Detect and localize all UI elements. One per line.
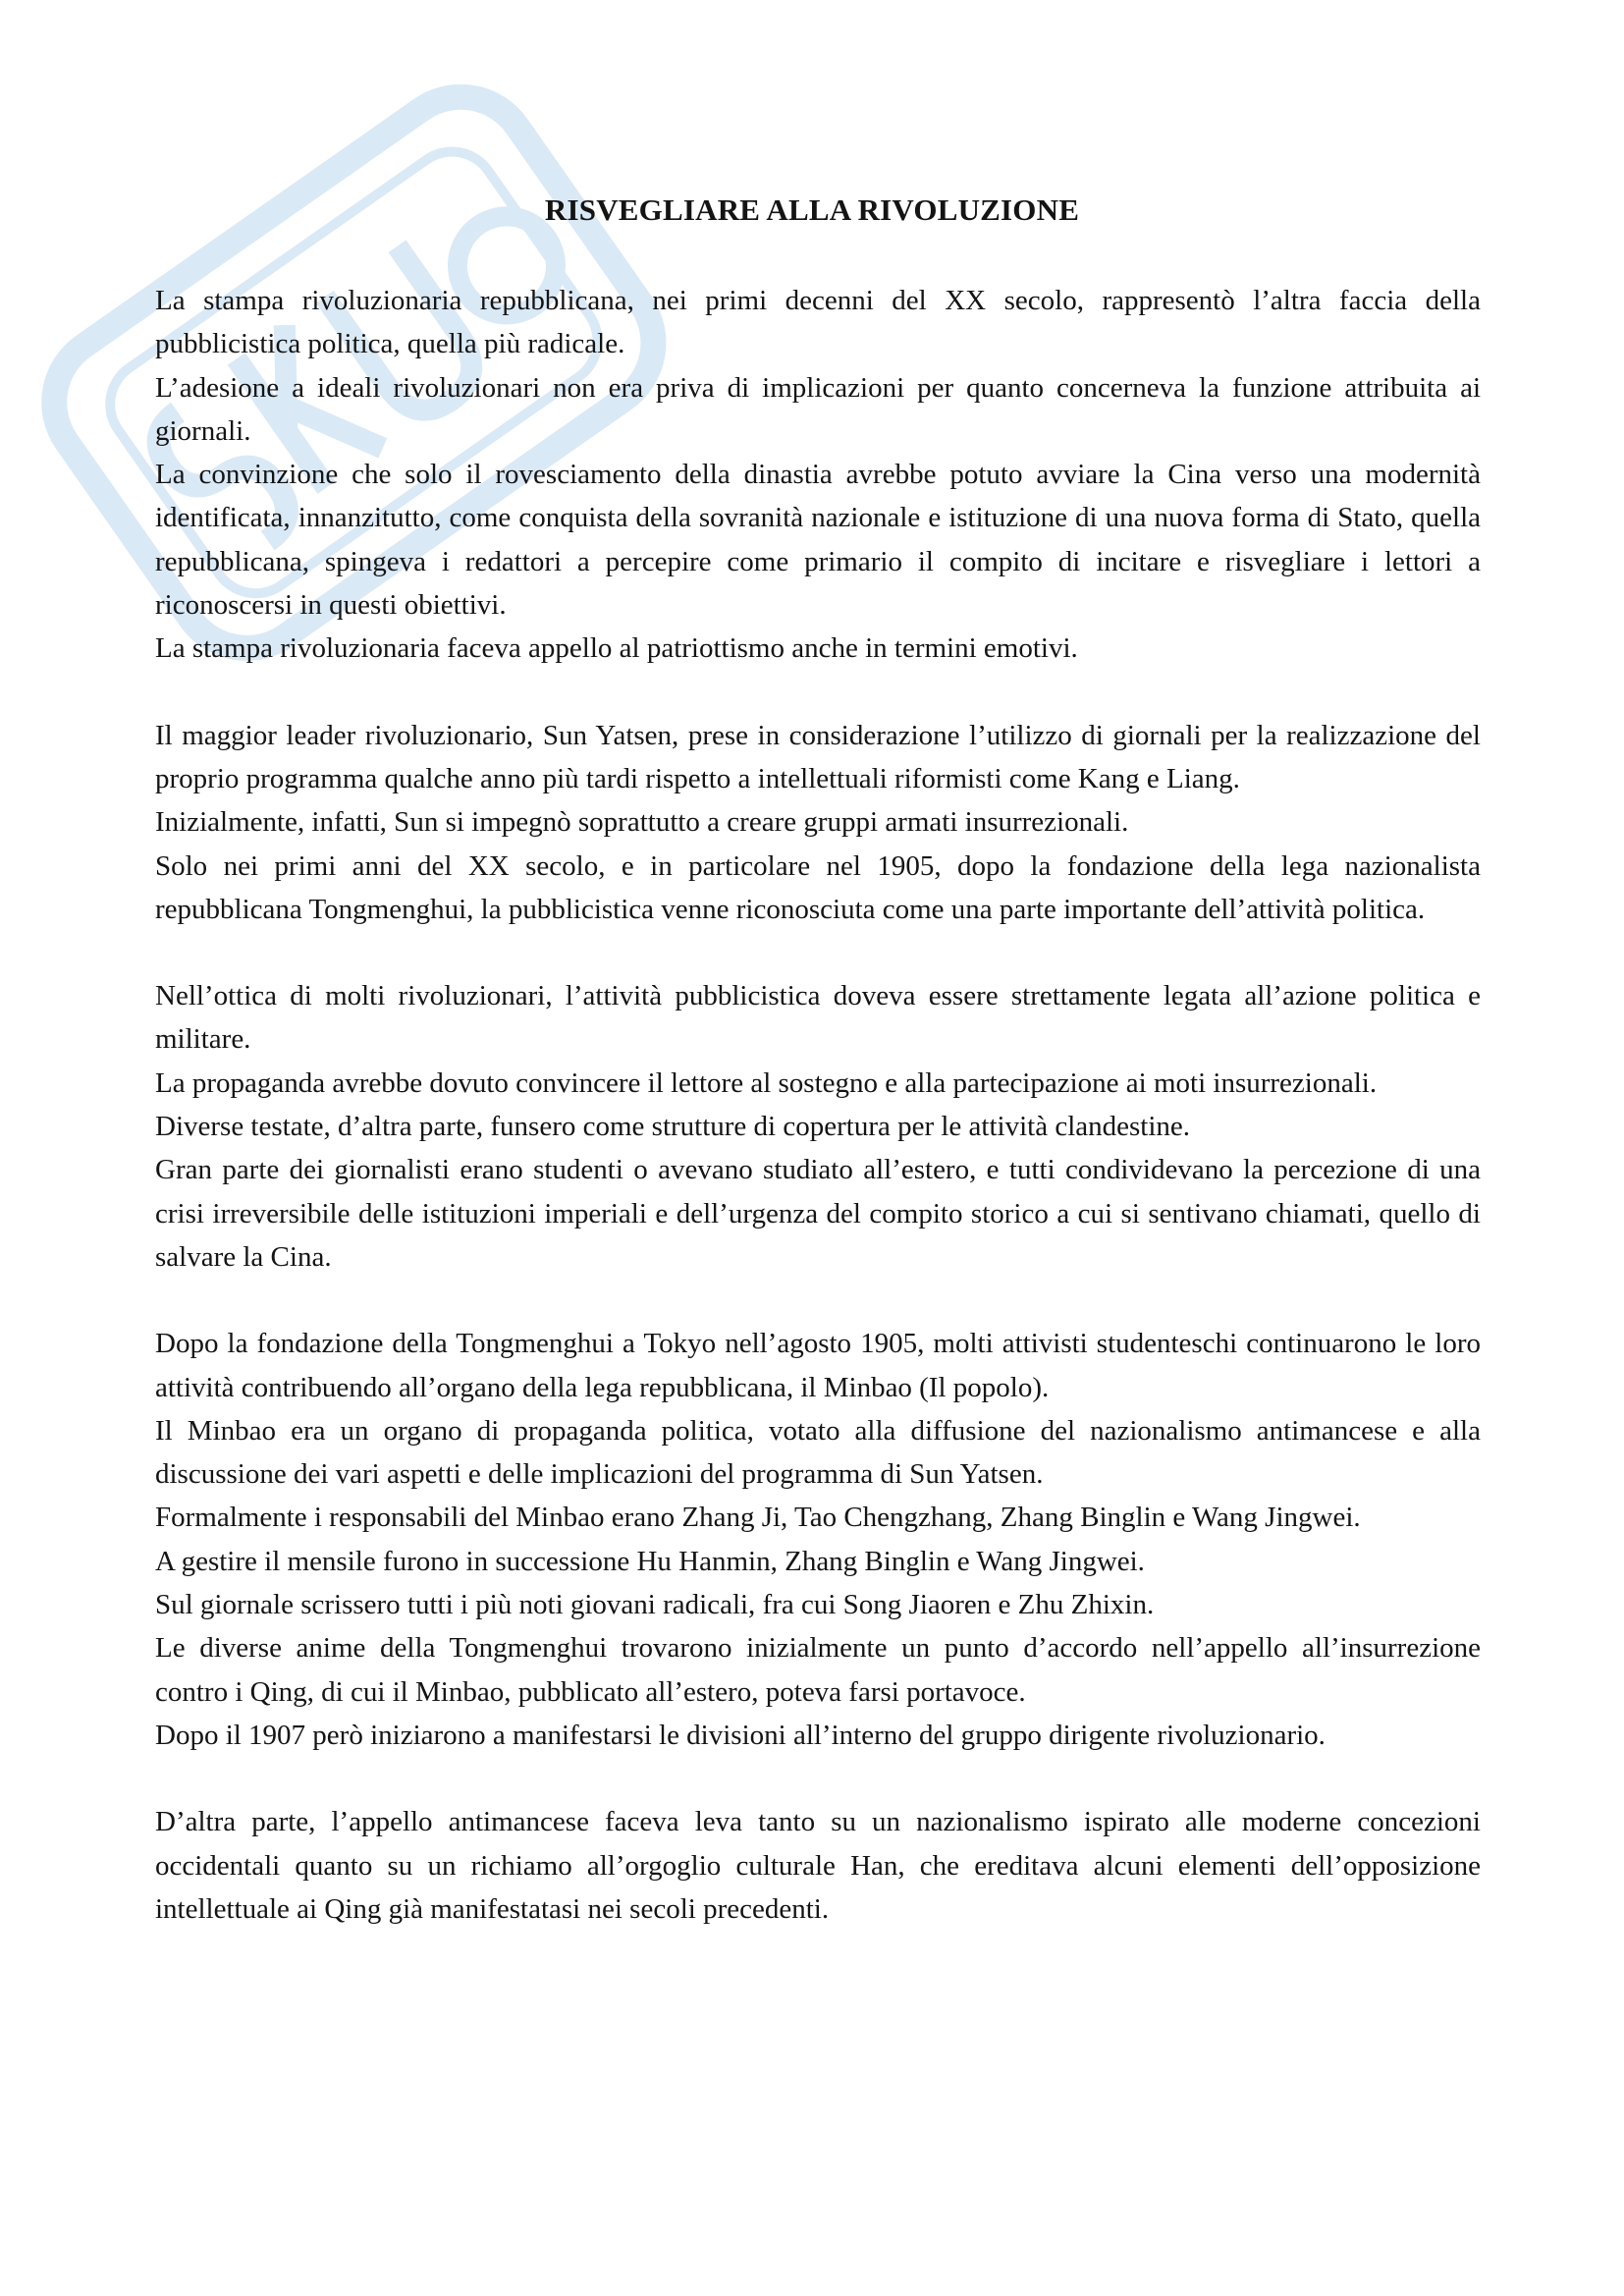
paragraph-line: Il Minbao era un organo di propaganda politica, votato alla diffusione del nazionalismo antimancese e alla discussione dei vari aspetti e delle implicazioni del programma di Sun Yatsen. xyxy=(155,1414,1481,1491)
paragraph-line: Sul giornale scrissero tutti i più noti giovani radicali, fra cui Song Jiaoren e Zhu Zhixin. xyxy=(155,1589,1155,1621)
paragraph-2 xyxy=(155,714,1481,931)
paragraph-line: Il maggior leader rivoluzionario, Sun Yatsen, prese in considerazione l’utilizzo di giornali per la realizzazione del proprio programma qualche anno più tardi rispetto a intellettuali riformisti come Kang e Liang. xyxy=(155,719,1481,794)
paragraph-line: Formalmente i responsabili del Minbao erano Zhang Ji, Tao Chengzhang, Zhang Binglin e Wang Jingwei. xyxy=(155,1502,1361,1534)
paragraph-5 xyxy=(155,1800,1481,1931)
document-body xyxy=(155,279,1481,1931)
paragraph-line: La convinzione che solo il rovesciamento della dinastia avrebbe potuto avviare la Cina verso una modernità identificata, innanzitutto, come conquista della sovranità nazionale e istituzione di una nuova forma di Stato, quella repubblicana, spingeva i redattori a percepire come primario il compito di incitare e risvegliare i lettori a riconoscersi in questi obiettivi. xyxy=(155,459,1481,622)
paragraph-line: La stampa rivoluzionaria faceva appello al patriottismo anche in termini emotivi. xyxy=(155,632,1078,665)
paragraph-line: L’adesione a ideali rivoluzionari non era priva di implicazioni per quanto concerneva la funzione attribuita ai giornali. xyxy=(155,371,1481,447)
paragraph-line: La propaganda avrebbe dovuto convincere il lettore al sostegno e alla partecipazione ai moti insurrezionali. xyxy=(155,1066,1378,1099)
paragraph-line: D’altra parte, l’appello antimancese faceva leva tanto su un nazionalismo ispirato alle moderne concezioni occidentali quanto su un richiamo all’orgoglio culturale Han, che ereditava alcuni elementi dell’opposizione intellettuale ai Qing già manifestatasi nei secoli precedenti. xyxy=(155,1806,1481,1925)
paragraph-line: La stampa rivoluzionaria repubblicana, nei primi decenni del XX secolo, rappresentò l’altra faccia della pubblicistica politica, quella più radicale. xyxy=(155,285,1481,360)
paragraph-3 xyxy=(155,974,1481,1279)
paragraph-line: Dopo il 1907 però iniziarono a manifestarsi le divisioni all’interno del gruppo dirigente rivoluzionario. xyxy=(155,1719,1326,1751)
paragraph-line: Solo nei primi anni del XX secolo, e in particolare nel 1905, dopo la fondazione della lega nazionalista repubblicana Tongmenghui, la pubblicistica venne riconosciuta come una parte importante dell’attività politica. xyxy=(155,849,1481,925)
paragraph-line: Nell’ottica di molti rivoluzionari, l’attività pubblicistica doveva essere strettamente legata all’azione politica e militare. xyxy=(155,980,1481,1056)
paragraph-1 xyxy=(155,279,1481,671)
paragraph-line: Inizialmente, infatti, Sun si impegnò soprattutto a creare gruppi armati insurrezionali. xyxy=(155,806,1129,839)
paragraph-line: Dopo la fondazione della Tongmenghui a Tokyo nell’agosto 1905, molti attivisti studenteschi continuarono le loro attività contribuendo all’organo della lega repubblicana, il Minbao (Il popolo). xyxy=(155,1328,1481,1403)
paragraph-4 xyxy=(155,1322,1481,1757)
paragraph-line: A gestire il mensile furono in successione Hu Hanmin, Zhang Binglin e Wang Jingwei. xyxy=(155,1545,1145,1577)
paragraph-line: Le diverse anime della Tongmenghui trovarono inizialmente un punto d’accordo nell’appello all’insurrezione contro i Qing, di cui il Minbao, pubblicato all’estero, poteva farsi portavoce. xyxy=(155,1632,1481,1708)
paragraph-line: Gran parte dei giornalisti erano studenti o avevano studiato all’estero, e tutti condividevano la percezione di una crisi irreversibile delle istituzioni imperiali e dell’urgenza del compito storico a cui si sentivano chiamati, quello di salvare la Cina. xyxy=(155,1154,1481,1273)
document-title: RISVEGLIARE ALLA RIVOLUZIONE xyxy=(544,192,1080,227)
paragraph-line: Diverse testate, d’altra parte, funsero come strutture di copertura per le attività clandestine. xyxy=(155,1111,1191,1143)
